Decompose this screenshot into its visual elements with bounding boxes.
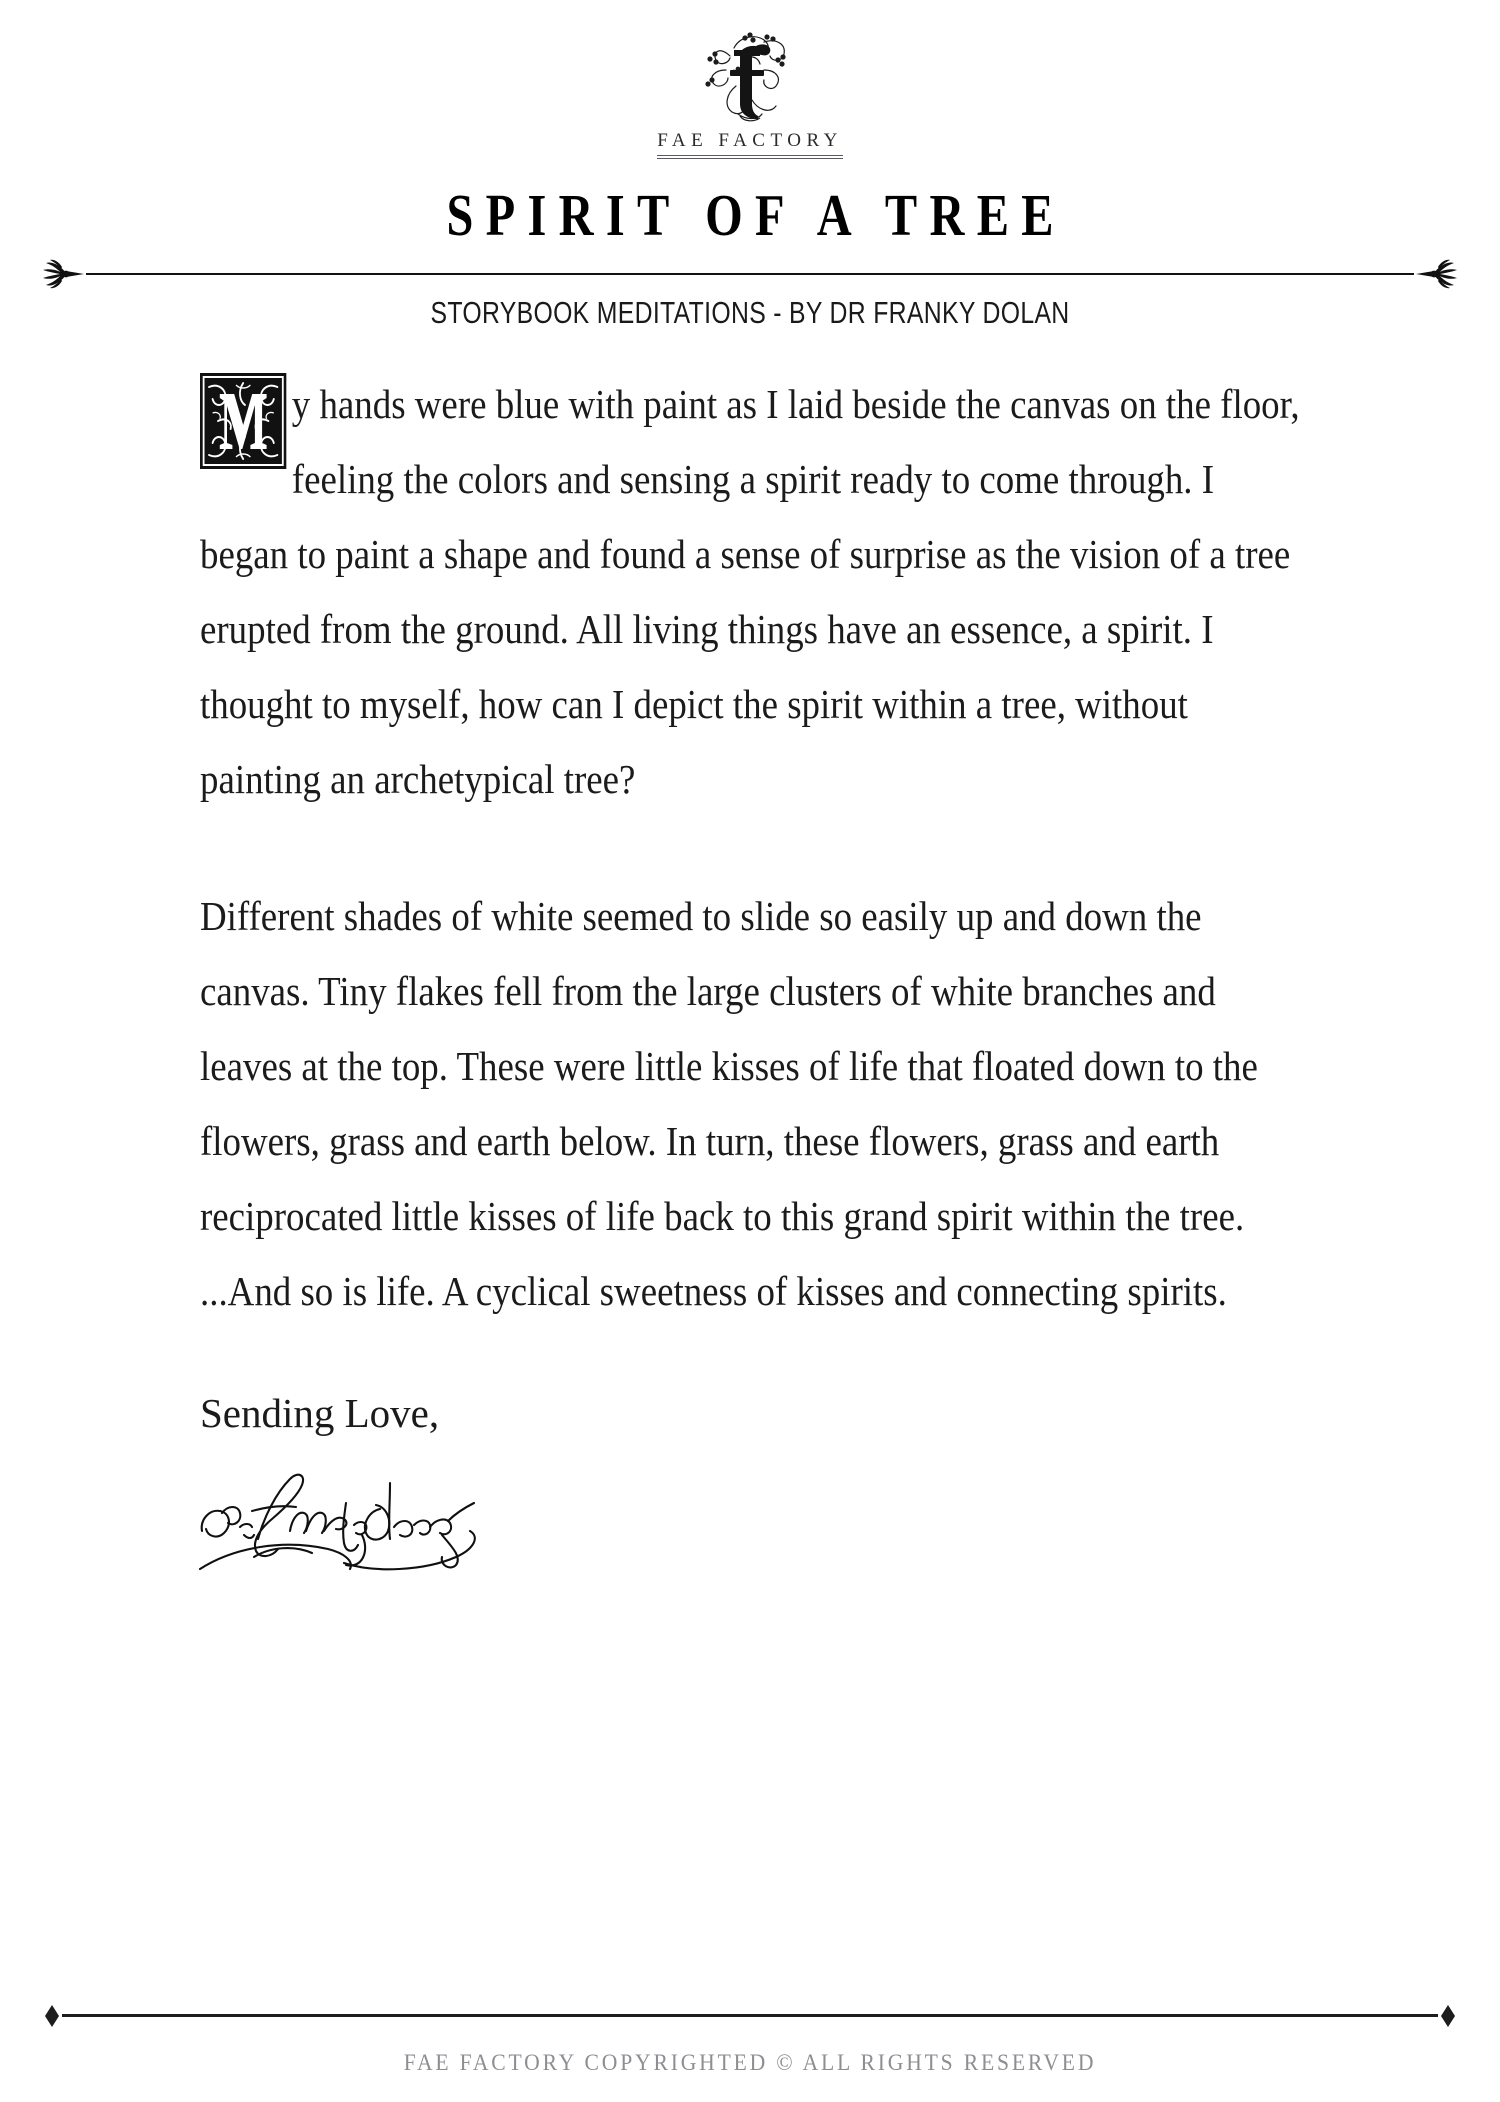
divider-line: [86, 273, 1414, 275]
footer-divider-line: [62, 2014, 1438, 2017]
paragraph-first-text: y hands were blue with paint as I laid beside the canvas on the floor, feeling the colors and sensing a spirit ready to come through. I began to paint a shape and found a sense of surprise as the vision of a tree erupted from the ground. All living things have an essence, a spirit. I thought to myself, how can I depict the spirit within a tree, without painting an archetypical tree?: [200, 380, 1300, 802]
brand-underline-lower: [657, 158, 843, 159]
masthead: [0, 0, 1500, 331]
paragraph-first: [200, 367, 1309, 817]
handwritten-signature-icon: [194, 1465, 494, 1575]
diamond-ornament-left-icon: [40, 2004, 64, 2028]
brand-name-text: FAE FACTORY: [657, 130, 843, 151]
fleuron-ornament-left-icon: [40, 259, 92, 289]
diamond-ornament-right-icon: [1436, 2004, 1460, 2028]
page-title: SPIRIT OF A TREE: [446, 182, 1066, 248]
title-divider: [40, 259, 1460, 289]
illuminated-initial-m-icon: [200, 373, 286, 469]
paragraph-second: Different shades of white seemed to slide so easily up and down the canvas. Tiny flakes fell from the large clusters of white branches and leaves at the top. These were little kisses of life that floated down to the flowers, grass and earth below. In turn, these flowers, grass and earth reciprocated little kisses of life back to this grand spirit within the tree. ...And so is life. A cyclical sweetness of kisses and connecting spirits.: [200, 892, 1258, 1314]
page-footer: [0, 2004, 1500, 2076]
article-body: [190, 367, 1310, 1575]
copyright-text: FAE FACTORY COPYRIGHTED © ALL RIGHTS RESERVED: [403, 2050, 1097, 2075]
brand-underline-upper: [657, 155, 843, 156]
page-subtitle: STORYBOOK MEDITATIONS - BY DR FRANKY DOLAN: [430, 294, 1070, 330]
ornate-letter-f-logo-icon: [0, 26, 1500, 124]
closing-line: Sending Love,: [200, 1389, 440, 1436]
footer-divider: [40, 2004, 1460, 2028]
fleuron-ornament-right-icon: [1408, 259, 1460, 289]
brand-name-block: [657, 130, 843, 163]
